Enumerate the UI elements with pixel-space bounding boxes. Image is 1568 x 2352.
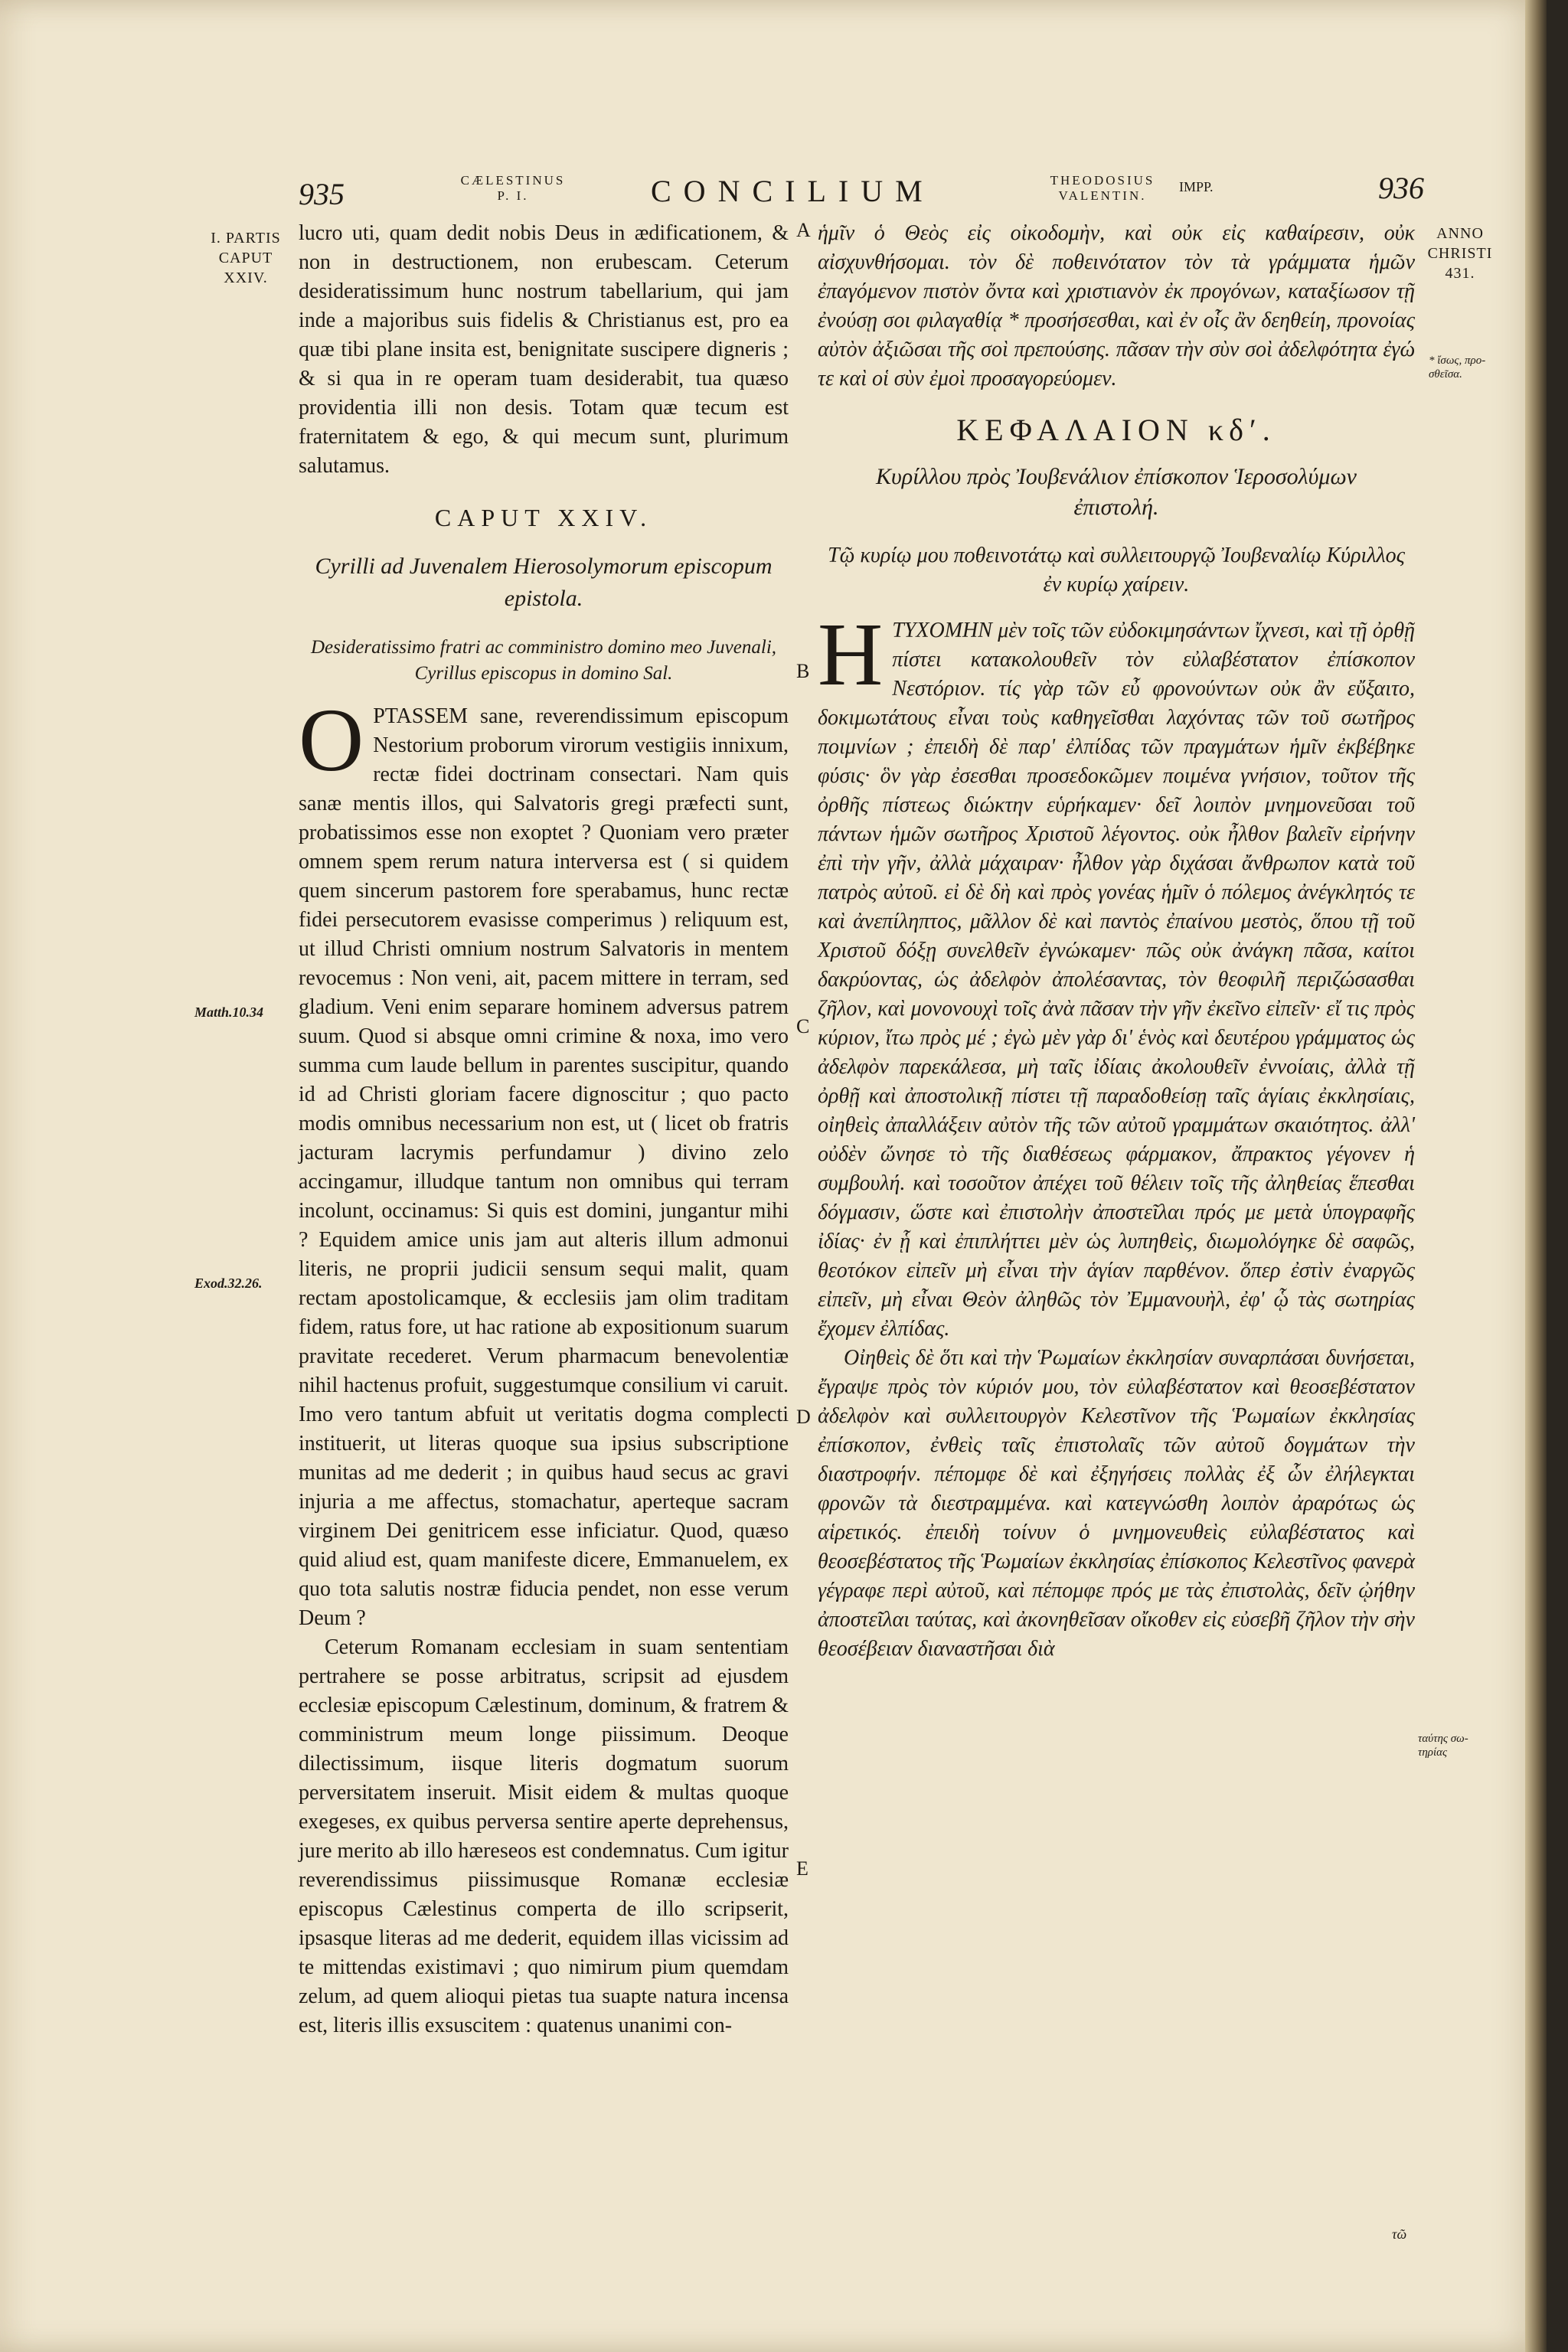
latin-dropcap: O	[299, 690, 364, 790]
header-emperors: THEODOSIUS VALENTIN.	[1050, 173, 1155, 203]
header-title: CONCILIUM	[651, 174, 935, 208]
running-header	[299, 170, 1516, 216]
header-impp: IMPP.	[1179, 179, 1214, 194]
section-letter-b: B	[796, 660, 810, 682]
latin-chapter-heading: CAPUT XXIV.	[434, 504, 653, 531]
latin-paragraph-1: lucro uti, quam dedit nobis Deus in ædificationem, & non in destructionem, non erubescam. Ceterum desideratissimum hunc nostrum tabellarium, qui jam inde a majoribus suis fidelis & Christianus est, pro ea quæ tibi plane insita est, benignitate suscipere digneris ; & si qua in re operam tuam desiderabit, tua quæso providentia illi non desis. Totam quæ tecum est fraternitatem & ego, & qui mecum sunt, plurimum salutamus.	[299, 221, 789, 478]
catchword: τῶ	[1392, 2226, 1407, 2242]
latin-salutation: Desideratissimo fratri ac comministro domino meo Juvenali, Cyrillus episcopus in domino Sal.	[310, 637, 777, 684]
margin-note-partis: I. PARTIS CAPUT XXIV.	[211, 230, 281, 286]
scripture-ref-matthew: Matth.10.34	[194, 1004, 264, 1020]
margin-note-anno: ANNO CHRISTI 431.	[1427, 225, 1493, 282]
latin-column	[299, 219, 789, 2040]
section-letter-e: E	[796, 1857, 808, 1880]
section-letter-c: C	[796, 1015, 810, 1037]
greek-paragraph-2: ΤΥΧΟΜΗΝ μὲν τοῖς τῶν εὐδοκιμησάντων ἴχνεσι, καὶ τῇ ὀρθῇ πίστει κατακολουθεῖν τὸν εὐλαβέστατον ἐπίσκοπον Νεστόριον. τίς γὰρ τῶν εὖ φρονούντων οὐκ ἂν εὔξαιτο, δοκιμωτάτους εἶναι τοὺς καθηγεῖσθαι λαχόντας τῶν τοῦ σωτῆρος ποιμνίων ; ἐπειδὴ δὲ παρ' ἐλπίδας τῶν πραγμάτων ἡμῖν ἐκβέβηκε φύσις· ὃν γὰρ ἐσεσθαι προσεδοκῶμεν ποιμένα γνήσιον, τοῦτον τῆς ὀρθῆς πίστεως διώκτην εὑρήκαμεν· δεῖ λοιπὸν μνημονεῦσαι τοῦ πάντων ἡμῶν σωτῆρος Χριστοῦ λέγοντος. οὐκ ἦλθον βαλεῖν εἰρήνην ἐπὶ τὴν γῆν, ἀλλὰ μάχαιραν· ἦλθον γὰρ διχάσαι ἄνθρωπον κατὰ τοῦ πατρὸς αὐτοῦ. εἰ δὲ δὴ καὶ πρὸς γονέας ἡμῖν ὁ πόλεμος ἀνέγκλητός τε καὶ ἀνεπίληπτος, μᾶλλον δὲ καὶ παντὸς ἐπαίνου μεστὸς, ὅπου τῇ τοῦ Χριστοῦ δόξῃ συνελθεῖν ἐγνώκαμεν· πῶς οὐκ ἀνάγκη πᾶσα, καίτοι δακρύοντας, ὡς ἀδελφὸν ἀπολέσαντας, τὸν θεοφιλῆ περιζώσασθαι ζῆλον, καὶ μονονουχὶ τοῖς ἀνὰ πᾶσαν τὴν γῆν ἐκεῖνο εἰπεῖν· εἴ τις πρὸς κύριον, ἴτω πρὸς μέ ; ἐγὼ μὲν γὰρ δι' ἑνὸς καὶ δευτέρου γράμματος ὡς ἀδελφὸν παρεκάλεσα, μὴ ταῖς ἰδίαις ἀκολουθεῖν ἐννοίαις, ἀλλὰ τῇ ὀρθῇ καὶ ἀποστολικῇ πίστει τῇ παραδοθείσῃ ταῖς ἁγίαις ἐκκλησίαις, οἰηθεὶς ἀπαλλάξειν αὐτὸν τῆς τῶν αὐτοῦ γραμμάτων σκαιότητος. ἀλλ' οὐδὲν ὤνησε τὸ τῆς διαθέσεως φάρμακον, ἄπρακτος γέγονεν ἡ συμβουλή. καὶ τοσοῦτον ἀπέχει τοῦ θέλειν τοῖς τῆς ἀληθείας ἕπεσθαι δόγμασιν, ὥστε καὶ ἐπιστολὴν ἀποστεῖλαι πρός με μετὰ ὑπογραφῆς ἰδίας· ἐν ᾗ καὶ ἐπιπλήττει μὲν ὡς λυπηθεὶς, διωμολόγηκε δὲ σαφῶς, θεοτόκον εἰπεῖν μὴ εἶναι τὴν ἁγίαν παρθένον. ὅπερ ἐστὶν ἐναργῶς εἰπεῖν, μὴ εἶναι Θεὸν ἀληθῶς τὸν Ἐμμανουὴλ, ἐφ' ᾧ τὰς σωτηρίας ἔχομεν ἐλπίδας.	[818, 619, 1415, 1341]
greek-chapter-subtitle: Κυρίλλου πρὸς Ἰουβενάλιον ἐπίσκοπον Ἱεροσολύμων ἐπιστολή.	[875, 464, 1357, 520]
greek-paragraph-1: ἡμῖν ὁ Θεὸς εἰς οἰκοδομὴν, καὶ οὐκ εἰς καθαίρεσιν, οὐκ αἰσχυνθήσομαι. τὸν δὲ ποθεινότατον τὸν τὰ γράμματα ἡμῶν ἐπαγόμενον πιστὸν ὄντα καὶ χριστιανὸν ἐκ προγόνων, καταξίωσον τῇ ἐνούσῃ σοι φιλαγαθίᾳ * προσήσεσθαι, καὶ ἐν οἷς ἂν δεηθείη, προνοίας αὐτὸν ἀξιῶσαι τῆς σοὶ πρεπούσης. πᾶσαν τὴν σὺν σοὶ ἀδελφότητα ἐγώ τε καὶ οἱ σὺν ἐμοὶ προσαγορεύομεν.	[818, 221, 1415, 390]
header-pope: CÆLESTINUS P. I.	[460, 173, 566, 203]
page-edge	[1525, 0, 1547, 2352]
latin-chapter-subtitle: Cyrilli ad Juvenalem Hierosolymorum episcopum epistola.	[315, 554, 773, 611]
greek-paragraph-3: Οἰηθεὶς δὲ ὅτι καὶ τὴν Ῥωμαίων ἐκκλησίαν συναρπάσαι δυνήσεται, ἔγραψε πρὸς τὸν κύριόν μου, τὸν εὐλαβέστατον καὶ θεοσεβέστατον ἀδελφὸν καὶ συλλειτουργὸν Κελεστῖνον τῆς Ῥωμαίων ἐκκλησίας ἐπίσκοπον, ἐνθεὶς ταῖς ἐπιστολαῖς τῶν αὐτοῦ δογμάτων τὴν διαστροφήν. πέπομφε δὲ καὶ ἐξηγήσεις πολλὰς ἐξ ὧν ἐλήλεγκται φρονῶν τὰ διεστραμμένα. καὶ κατεγνώσθη λοιπὸν ἀραρότως ὡς αἱρετικός. ἐπειδὴ τοίνυν ὁ μνημονευθεὶς εὐλαβέστατος καὶ θεοσεβέστατος τῆς Ῥωμαίων ἐκκλησίας ἐπίσκοπος Κελεστῖνος φανερὰ γέγραφε περὶ αὐτοῦ, καὶ πέπομφε πρός με τὰς ἐπιστολὰς, δεῖν ᾠήθην ἀποστεῖλαι ταύτας, καὶ ἀκονηθεῖσαν οἴκοθεν εἰς εὐσεβῆ ζῆλον τὴν σὴν θεοσέβειαν διαναστῆσαι διὰ	[818, 1346, 1415, 1661]
greek-salutation: Τῷ κυρίῳ μου ποθεινοτάτῳ καὶ συλλειτουργῷ Ἰουβεναλίῳ Κύριλλος ἐν κυρίῳ χαίρειν.	[828, 544, 1405, 596]
page-number-right: 936	[1378, 171, 1424, 205]
greek-chapter-heading: ΚΕΦΑΛΑΙΟΝ κδʹ.	[956, 413, 1276, 447]
greek-letter-body	[818, 604, 1415, 1344]
latin-paragraph-3: Ceterum Romanam ecclesiam in suam sententiam pertrahere se posse arbitratus, scripsit ad ejusdem ecclesiæ episcopum Cælestinum, dominum, & fratrem & comministrum meum longe piissimum. Deoque dilectissimum, iisque literis dogmatum suorum perversitatem inseruit. Misit eidem & multas quoque exegeses, ex quibus perversa sentire aperte deprehensus, jure merito ab illo hæreseos est condemnatus. Cum igitur reverendissimus piissimusque Romanæ ecclesiæ episcopus Cælestinus comperta de illo scripserit, ipsasque literas ad me dederit, equidem illas vicissim ad te mittendas existimavi ; quo nimirum pium quemdam zelum, ad quem alioqui pietas tua suapte natura incensa est, literis illis exsuscitem : quatenus unanimi con-	[299, 1635, 789, 2037]
margin-note-greek-1: * ἴσως, προ-σθεῖσα.	[1429, 354, 1486, 381]
section-letter-a: A	[796, 219, 811, 241]
greek-dropcap: Η	[818, 604, 884, 704]
greek-column	[818, 219, 1415, 1664]
latin-letter-body	[299, 690, 789, 1633]
section-letter-d: D	[796, 1406, 811, 1428]
margin-note-greek-2: ταύτης σω-τηρίας	[1418, 1733, 1468, 1759]
page-number-left: 935	[299, 177, 345, 211]
scripture-ref-exodus: Exod.32.26.	[194, 1276, 263, 1291]
latin-paragraph-2: PTASSEM sane, reverendissimum episcopum Nestorium proborum virorum vestigiis innixum, rectæ fidei doctrinam consectari. Nam quis sanæ mentis illos, qui Salvatoris gregi præfecti sunt, probatissimos esse non exoptet ? Quoniam vero præter omnem spem rerum natura interversa est ( si quidem quem sincerum pastorem fore sperabamus, hunc rectæ fidei persecutorem evasisse comperimus ) reliquum est, ut illud Christi omnium nostrum Salvatoris in mentem revocemus : Non veni, ait, pacem mittere in terram, sed gladium. Veni enim separare hominem adversus patrem suum. Quod si absque omni crimine & noxa, imo vero summa cum laude bellum in parentes suscipitur, quando id ad Christi gloriam facere dignoscitur ; quo pacto modis omnibus necessarium non est, ut ( licet ob fratris jacturam lacrymis perfundamur ) divino zelo accingamur, illudque tantum non omnibus qui terram incolunt, occinamus: Si quis est domini, jungantur mihi ? Equidem amice unis jam aut alteris illum admonui literis, ne proprii judicii sensum sequi malit, quam rectam apostolicamque, & ecclesiis jam olim traditam fidem, ratus fore, ut hac ratione ab expositionum suarum pravitate recederet. Verum pharmacum benevolentiæ nihil hactenus profuit, suggestumque consilium vi caruit. Imo vero tantum abfuit ut veritatis dogma complecti instituerit, ut literas quoque sua ipsius subscriptione munitas ad me dederit ; in quibus haud secus ac gravi injuria a me affectus, stomachatur, aperteque sacram virginem Dei genitricem esse inficiatur. Quod, quæso quid aliud est, quam manifeste dicere, Emmanuelem, ex quo tota salutis nostræ fiducia pendet, non esse verum Deum ?	[299, 704, 789, 1630]
